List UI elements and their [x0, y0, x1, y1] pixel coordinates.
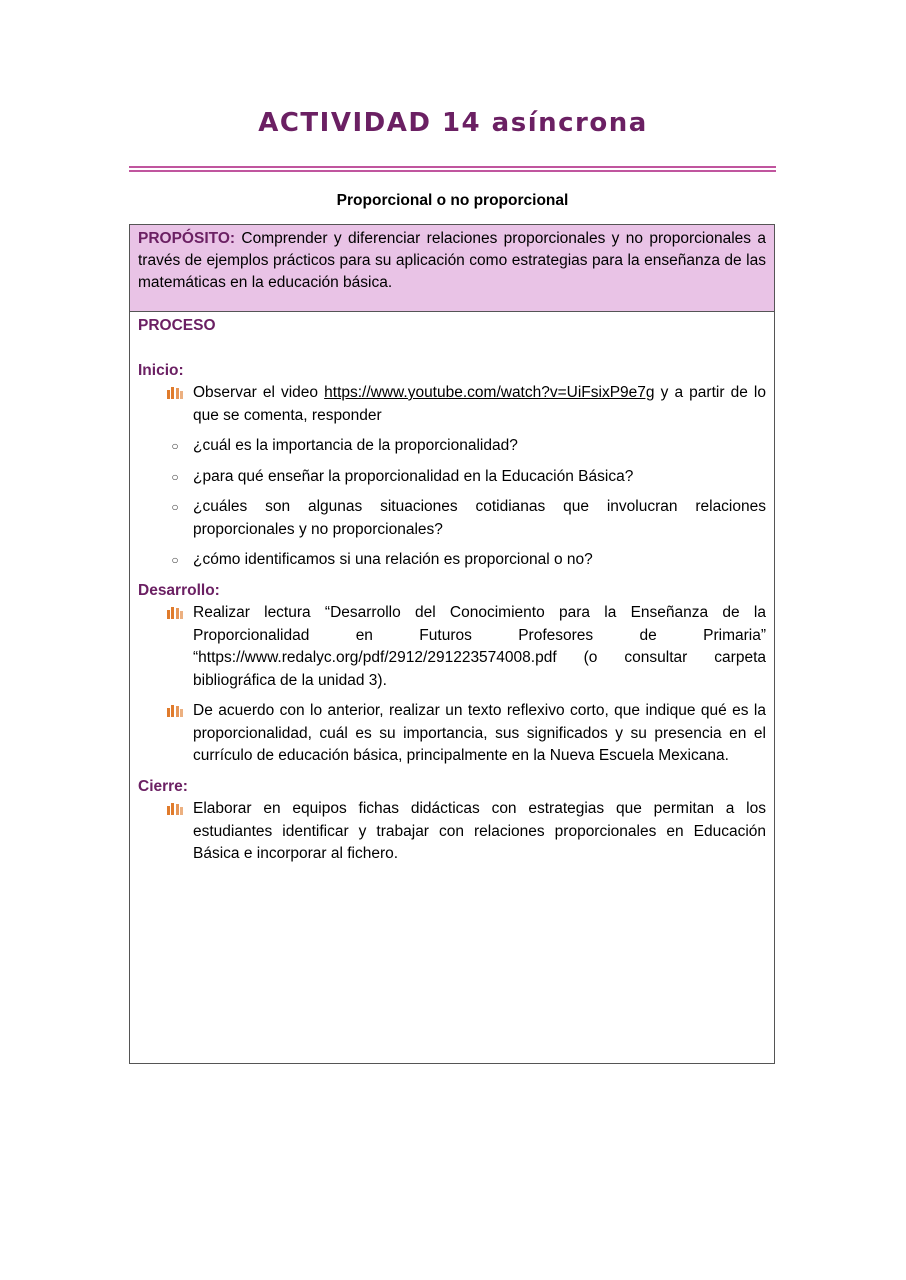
activity-subtitle: Proporcional o no proporcional: [336, 192, 569, 209]
cierre-list: [138, 798, 766, 866]
list-item: [138, 700, 766, 768]
page-title: ACTIVIDAD 14 asíncrona: [258, 108, 648, 138]
question-text: ¿cuáles son algunas situaciones cotidianas que involucran relaciones proporcionales y no proporcionales?: [193, 498, 766, 538]
title-divider-bottom: [129, 170, 776, 172]
list-item: [138, 435, 766, 458]
proceso-section: [130, 312, 774, 866]
proposito-text: Comprender y diferenciar relaciones proporcionales y no proporcionales a través de ejemplos prácticos para su aplicación como estrategias para la enseñanza de las matemáticas en la educación básica.: [138, 230, 766, 291]
book-icon: [166, 704, 184, 718]
list-item: [138, 798, 766, 866]
inicio-item-text: Observar el video: [193, 384, 325, 401]
inicio-title: Inicio:: [138, 361, 184, 379]
book-icon: [166, 802, 184, 816]
question-text: ¿para qué enseñar la proporcionalidad en la Educación Básica?: [193, 467, 634, 485]
question-text: ¿cuál es la importancia de la proporcionalidad?: [193, 437, 518, 454]
inicio-list: [138, 382, 766, 572]
book-icon: [166, 606, 184, 620]
list-item: [138, 496, 766, 541]
circle-bullet-icon: ○: [171, 469, 179, 484]
list-item: [138, 549, 766, 572]
desarrollo-title: Desarrollo:: [138, 581, 220, 599]
desarrollo-list: [138, 602, 766, 768]
desarrollo-item-text: De acuerdo con lo anterior, realizar un texto reflexivo corto, que indique qué es la proporcionalidad, cuál es su importancia, sus significados y su presencia en el currículo de educación básica, principalmente en la Nueva Escuela Mexicana.: [193, 702, 766, 764]
cierre-title: Cierre:: [138, 777, 188, 795]
inicio-item-text-end: y a partir de lo que se comenta, responder: [193, 384, 766, 424]
book-icon: [166, 386, 184, 400]
proposito-label: PROPÓSITO:: [138, 230, 236, 247]
activity-table: [129, 224, 775, 1064]
proceso-title: PROCESO: [138, 317, 216, 334]
circle-bullet-icon: ○: [171, 439, 179, 453]
circle-bullet-icon: ○: [171, 500, 179, 514]
question-text: ¿cómo identificamos si una relación es proporcional o no?: [193, 551, 593, 568]
list-item: [138, 466, 766, 489]
video-link[interactable]: https://www.youtube.com/watch?v=UiFsixP9e7g: [324, 384, 655, 401]
list-item: [138, 602, 766, 692]
cierre-item-text: Elaborar en equipos fichas didácticas con estrategias que permitan a los estudiantes identificar y trabajar con relaciones proporcionales en Educación Básica e incorporar al fichero.: [193, 800, 766, 862]
title-divider-top: [129, 166, 776, 168]
desarrollo-item-text: Realizar lectura “Desarrollo del Conocimiento para la Enseñanza de la Proporcionalidad en Futuros Profesores de Primaria” “https://www.redalyc.org/pdf/2912/291223574008.pdf (o consultar carpeta bibliográfica de la unidad 3).: [193, 604, 766, 689]
proposito-section: [130, 225, 774, 312]
list-item: [138, 382, 766, 427]
circle-bullet-icon: ○: [171, 553, 179, 567]
